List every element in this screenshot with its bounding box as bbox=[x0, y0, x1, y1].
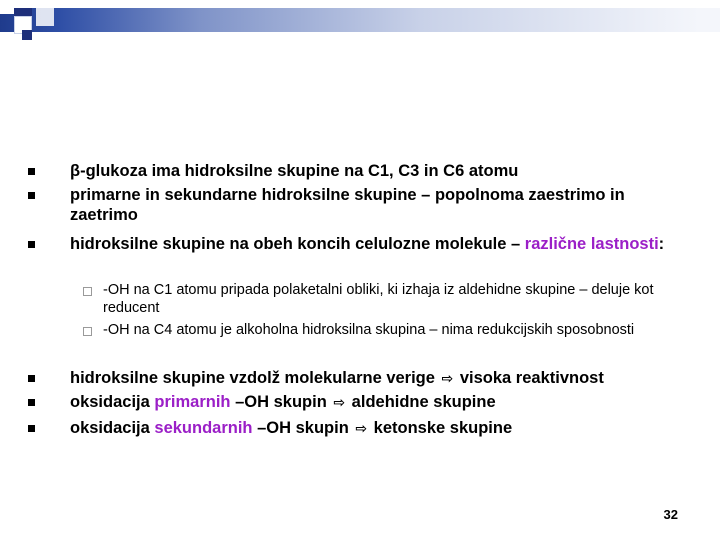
bullet-icon bbox=[28, 375, 35, 382]
arrow-right-icon: ⇨ bbox=[441, 370, 454, 386]
sub-list-item: -OH na C1 atomu pripada polaketalni obliki, ki izhaja iz aldehidne skupine – deluje kot reducent bbox=[103, 282, 654, 316]
highlight-text: sekundarnih bbox=[154, 419, 253, 437]
list-item: hidroksilne skupine vzdolž molekularne verige ⇨ visoka reaktivnost bbox=[70, 369, 604, 387]
list-item: oksidacija primarnih –OH skupin ⇨ aldehidne skupine bbox=[70, 393, 496, 411]
list-item: primarne in sekundarne hidroksilne skupine – popolnoma zaestrimo in zaetrimo bbox=[70, 186, 625, 224]
sub-bullet-icon bbox=[83, 327, 92, 336]
highlight-text: primarnih bbox=[154, 393, 231, 411]
bullet-icon bbox=[28, 425, 35, 432]
sub-list-item: -OH na C4 atomu je alkoholna hidroksilna skupina – nima redukcijskih sposobnosti bbox=[103, 322, 635, 338]
arrow-right-icon: ⇨ bbox=[355, 420, 368, 436]
page-number: 32 bbox=[663, 507, 678, 522]
sub-bullet-icon bbox=[83, 287, 92, 296]
list-item: hidroksilne skupine na obeh koncih celulozne molekule – različne lastnosti: bbox=[70, 235, 665, 253]
bullet-icon bbox=[28, 168, 35, 175]
bullet-icon bbox=[28, 241, 35, 248]
bullet-icon bbox=[28, 399, 35, 406]
highlight-text: različne lastnosti bbox=[524, 235, 659, 253]
arrow-right-icon: ⇨ bbox=[333, 394, 346, 410]
bullet-icon bbox=[28, 192, 35, 199]
list-item: oksidacija sekundarnih –OH skupin ⇨ ketonske skupine bbox=[70, 419, 513, 437]
list-item: β-glukoza ima hidroksilne skupine na C1, C3 in C6 atomu bbox=[70, 162, 519, 180]
